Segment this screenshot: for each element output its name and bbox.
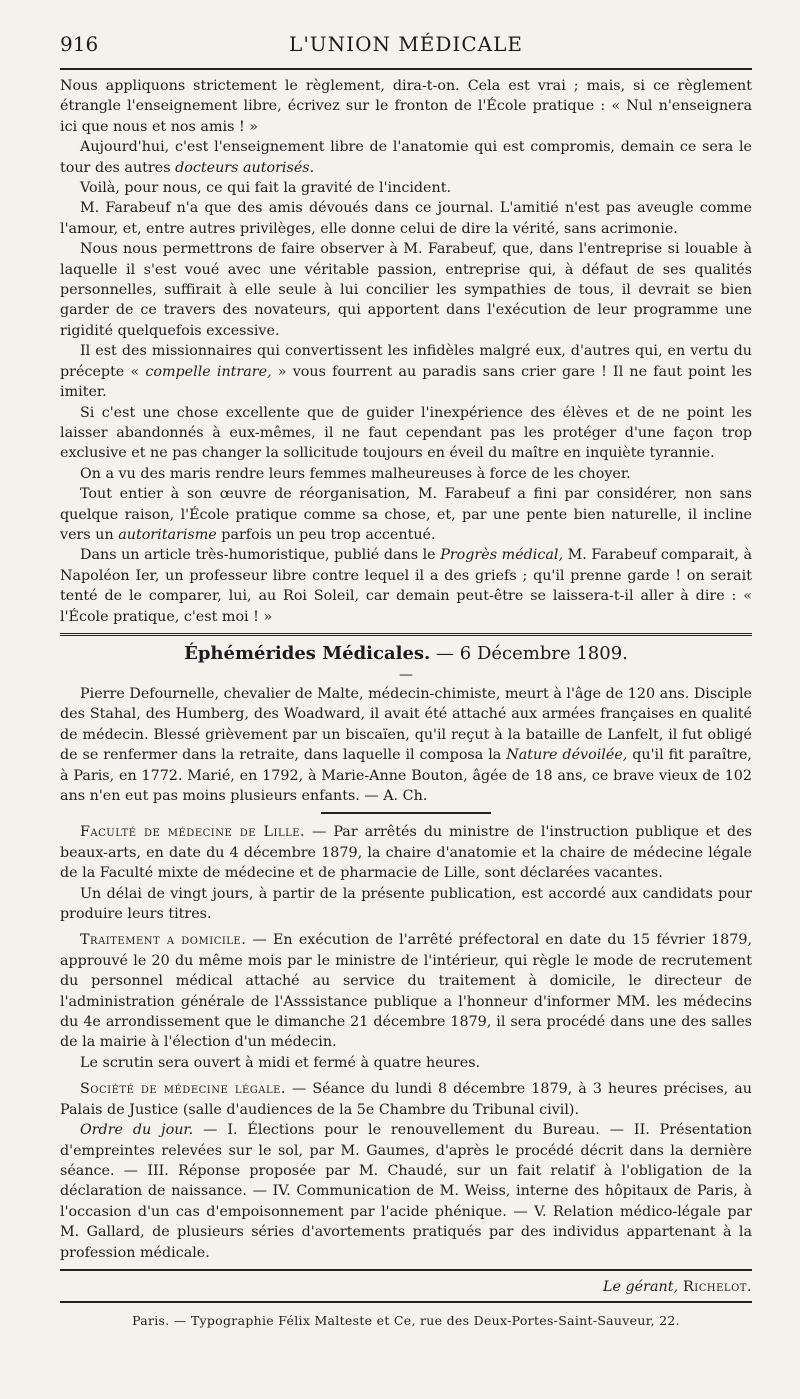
- paragraph: Il est des missionnaires qui convertissent les infidèles malgré eux, d'autres qui, en vertu du précepte « compelle intrare, » vous fourrent au paradis sans crier gare ! Il ne faut point les imiter.: [60, 343, 752, 401]
- traitement-notice-2: Le scrutin sera ouvert à midi et fermé à quatre heures.: [80, 1054, 481, 1071]
- notice-heading: Société de médecine légale.: [80, 1081, 286, 1098]
- paragraph: M. Farabeuf n'a que des amis dévoués dans ce journal. L'amitié n'est pas aveugle comme l'amour, et, entre autres privilèges, elle donne celui de dire la vérité, sans acrimonie.: [60, 200, 752, 237]
- lille-notice: Faculté de médecine de Lille. — Par arrêtés du ministre de l'instruction publique et des beaux-arts, en date du 4 décembre 1879, la chaire d'anatomie et la chaire de médecine légale de la Faculté mixte de médecine et de pharmacie de Lille, sont déclarées vacantes.: [60, 824, 752, 882]
- short-divider: [321, 812, 491, 814]
- section-double-rule: [60, 633, 752, 636]
- paragraph: Si c'est une chose excellente que de guider l'inexpérience des élèves et de ne point les laisser abandonnés à eux-mêmes, il ne faut cependant pas les protéger d'une façon trop exclusive et ne pas changer la sollicitude toujours en éveil du maître en inquiète tyrannie.: [60, 404, 752, 462]
- paragraph: Nous nous permettrons de faire observer à M. Farabeuf, que, dans l'entreprise si louable à laquelle il s'est voué avec une véritable passion, entreprise qui, à défaut de ses qualités personnelles, suffirait à elle seule à lui concilier les sympathies de tous, il devrait se bien garder de ce travers des novateurs, qui apportent dans l'exécution de leur programme une rigidité quelquefois excessive.: [60, 241, 752, 339]
- ordre-du-jour: Ordre du jour. — I. Élections pour le renouvellement du Bureau. — II. Présentation d'empreintes relevées sur le sol, par M. Gaumes, d'après le procédé décrit dans la dernière séance. — III. Réponse proposée par M. Chaudé, sur un fait relatif à l'obligation de la déclaration de naissance. — IV. Communication de M. Weiss, interne des hôpitaux de Paris, à l'occasion d'un cas d'empoisonnement par l'acide phénique. — V. Relation médico-légale par M. Gallard, de plusieurs séries d'avortements pratiqués par des individus appartenant à la profession médicale.: [60, 1122, 752, 1261]
- page-number: 916: [60, 32, 99, 56]
- signature: Le gérant, Richelot.: [603, 1278, 752, 1295]
- paragraph: Tout entier à son œuvre de réorganisation, M. Farabeuf a fini par considérer, non sans quelque raison, l'École pratique comme sa chose, et, par une pente bien naturelle, il incline vers un autoritarisme parfois un peu trop accentué.: [60, 486, 752, 543]
- title-dash: —: [399, 666, 413, 683]
- notice-heading: Faculté de médecine de Lille.: [80, 824, 306, 841]
- notice-heading: Traitement a domicile.: [80, 932, 247, 949]
- journal-title: L'UNION MÉDICALE: [289, 32, 523, 56]
- societe-notice: Société de médecine légale. — Séance du lundi 8 décembre 1879, à 3 heures précises, au Palais de Justice (salle d'audiences de la 5e Chambre du Tribunal civil).: [60, 1081, 752, 1118]
- printer-footer: Paris. — Typographie Félix Malteste et Ce, rue des Deux-Portes-Saint-Sauveur, 22.: [132, 1312, 680, 1328]
- paragraph: Nous appliquons strictement le règlement, dira-t-on. Cela est vrai ; mais, si ce règlement étrangle l'enseignement libre, écrivez sur le fronton de l'École pratique : « Nul n'enseignera ici que nous et nos amis ! »: [60, 78, 752, 135]
- paragraph: Aujourd'hui, c'est l'enseignement libre de l'anatomie qui est compromis, demain ce sera le tour des autres docteurs autorisés.: [60, 139, 752, 176]
- signature-rule: [60, 1269, 752, 1271]
- paragraph: On a vu des maris rendre leurs femmes malheureuses à force de les choyer.: [80, 465, 631, 482]
- ephemerides-title: Éphémérides Médicales. — 6 Décembre 1809.: [184, 642, 628, 664]
- article-body: [60, 76, 752, 627]
- page-header: [60, 28, 752, 68]
- footer-rule: [60, 1301, 752, 1303]
- paragraph: Voilà, pour nous, ce qui fait la gravité de l'incident.: [80, 180, 452, 197]
- paragraph: Dans un article très-humoristique, publié dans le Progrès médical, M. Farabeuf comparait, à Napoléon Ier, un professeur libre contre lequel il a des griefs ; qu'il prenne garde ! on serait tenté de le comparer, lui, au Roi Soleil, car demain peut-être se laissera-t-il aller à dire : « l'École pratique, c'est moi ! »: [60, 547, 753, 625]
- lille-notice-2: Un délai de vingt jours, à partir de la présente publication, est accordé aux candidats pour produire leurs titres.: [60, 885, 752, 923]
- traitement-notice: Traitement a domicile. — En exécution de l'arrêté préfectoral en date du 15 février 1879, approuvé le 20 du même mois par le ministre de l'intérieur, qui règle le mode de recrutement du personnel médical attaché au service du traitement à domicile, le directeur de l'administration générale de l'Asssistance publique a l'honneur d'informer MM. les médecins du 4e arrondissement que le dimanche 21 décembre 1879, il sera procédé dans une des salles de la mairie à l'élection d'un médecin.: [60, 932, 752, 1051]
- ephemerides-text: Pierre Defournelle, chevalier de Malte, médecin-chimiste, meurt à l'âge de 120 ans. Disciple des Stahal, des Humberg, des Woadward, il avait été attaché aux armées françaises en qualité de médecin. Blessé grièvement par un biscaïen, qu'il reçut à la bataille de Lanfelt, il fut obligé de se renfermer dans la retraite, dans laquelle il composa la Nature dévoilée, qu'il fit paraître, à Paris, en 1772. Marié, en 1792, à Marie-Anne Bouton, âgée de 18 ans, ce brave vieux de 102 ans n'en eut pas moins plusieurs enfants. — A. Ch.: [60, 685, 752, 804]
